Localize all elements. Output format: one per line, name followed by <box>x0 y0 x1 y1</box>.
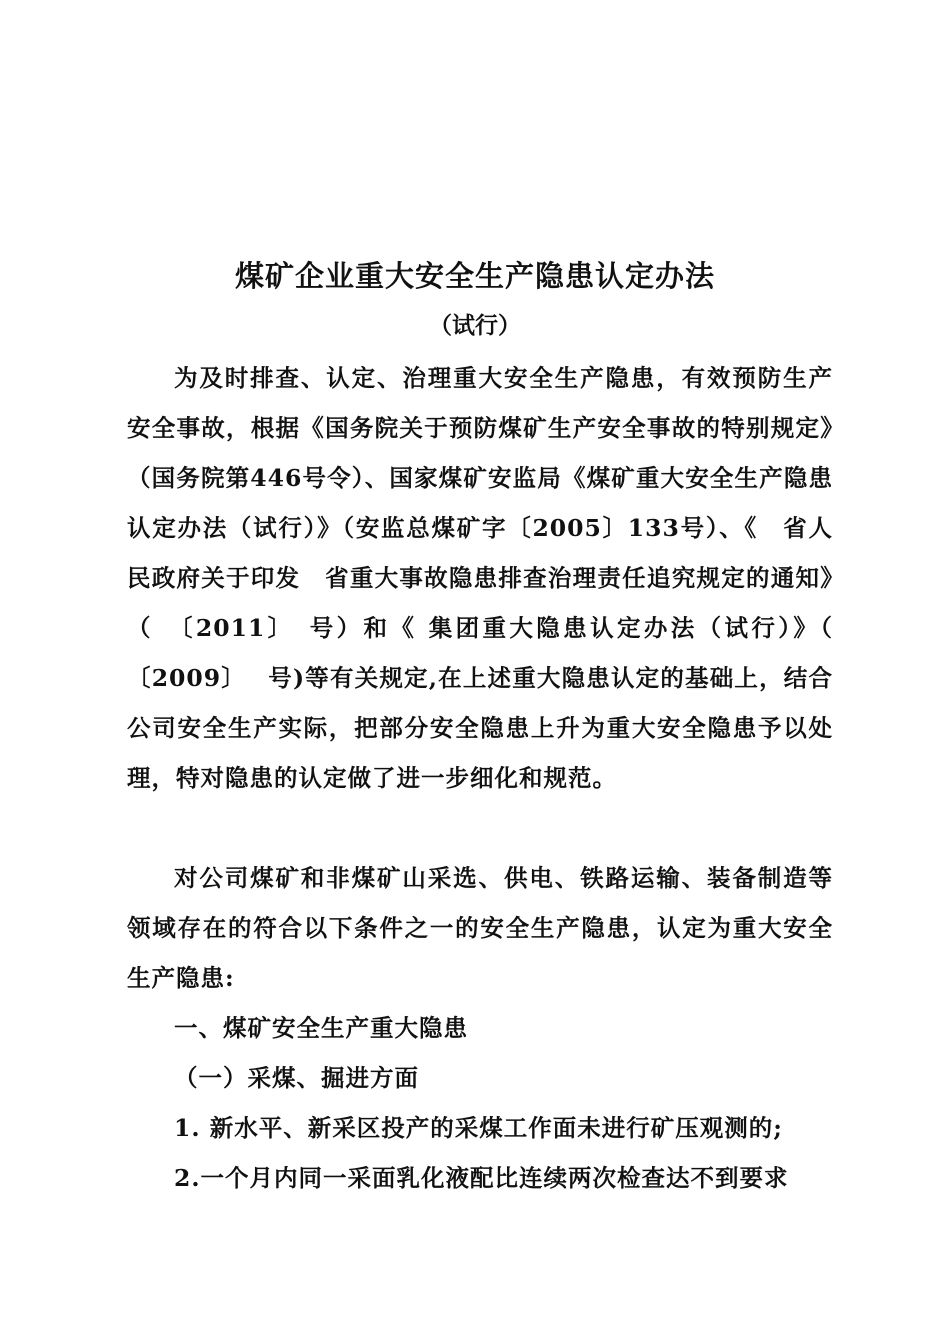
intro-paragraph: 为及时排查、认定、治理重大安全生产隐患，有效预防生产安全事故，根据《国务院关于预防煤矿生产安全事故的特别规定》（国务院第446号令）、国家煤矿安监局《煤矿重大安全生产隐患认定办法（试行）》（安监总煤矿字〔2005〕133号）、《 省人民政府关于印发 省重大事故隐患排查治理责任追究规定的通知》（ 〔2011〕 号）和《 集团重大隐患认定办法（试行）》（ 〔2009〕 号)等有关规定,在上述重大隐患认定的基础上，结合公司安全生产实际，把部分安全隐患上升为重大安全隐患予以处理，特对隐患的认定做了进一步细化和规范。 <box>127 364 833 792</box>
scope-paragraph: 对公司煤矿和非煤矿山采选、供电、铁路运输、装备制造等领域存在的符合以下条件之一的安全生产隐患，认定为重大安全生产隐患: <box>127 864 833 992</box>
list-item: 2.一个月内同一采面乳化液配比连续两次检查达不到要求 <box>174 1164 789 1192</box>
subsection-heading: （一）采煤、掘进方面 <box>174 1064 419 1092</box>
section-heading: 一、煤矿安全生产重大隐患 <box>174 1014 468 1042</box>
document-title: 煤矿企业重大安全生产隐患认定办法 <box>234 259 715 293</box>
list-item: 1. 新水平、新采区投产的采煤工作面未进行矿压观测的; <box>174 1114 783 1142</box>
document-subtitle: （试行） <box>429 312 521 339</box>
